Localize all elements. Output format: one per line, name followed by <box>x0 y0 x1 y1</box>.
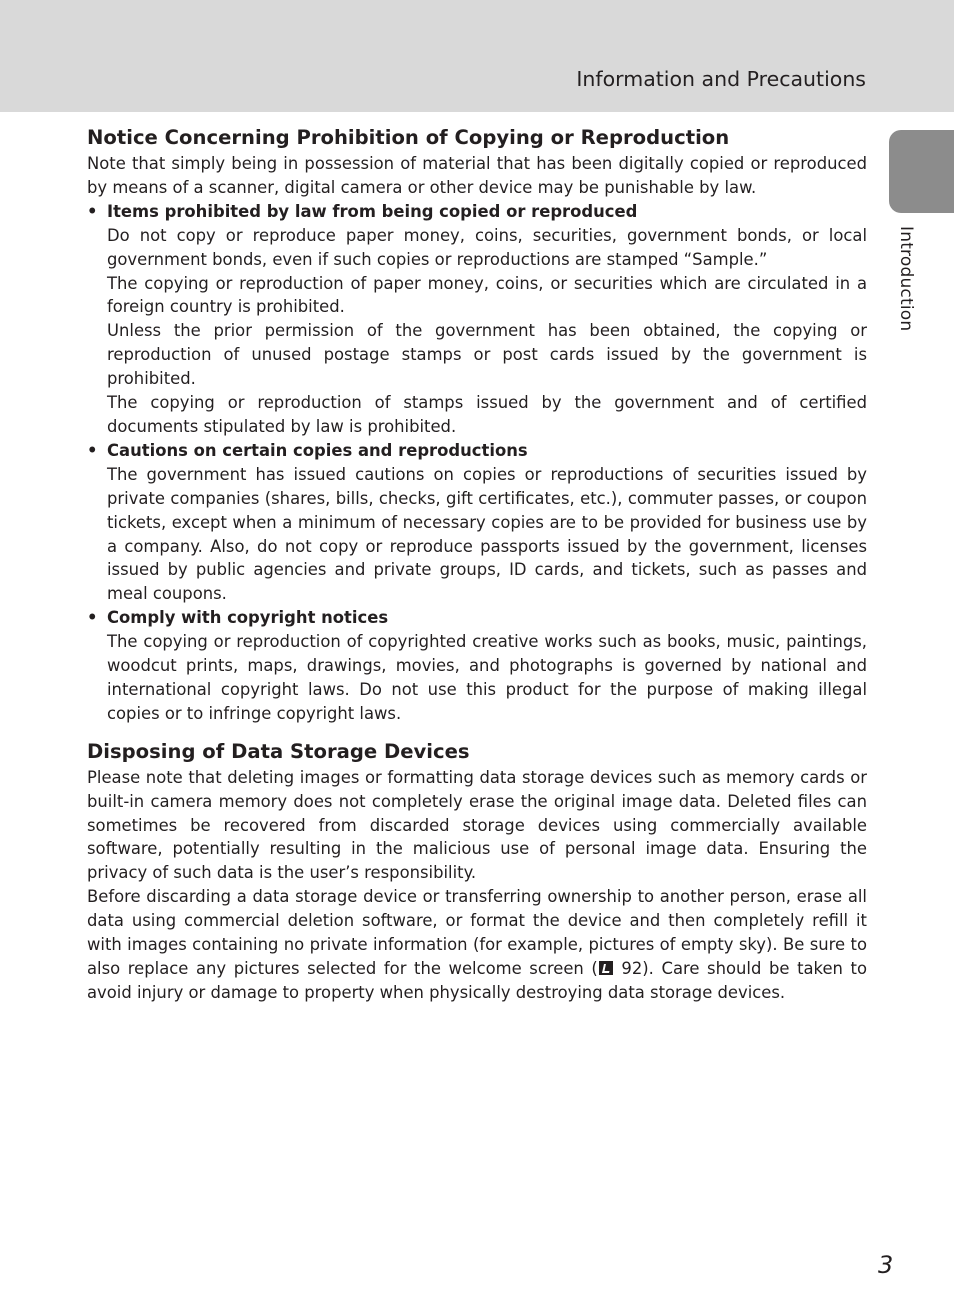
bullet-paragraph: The copying or reproduction of paper money, coins, or securities which are circulated in a foreign country is prohibited. <box>107 273 867 317</box>
disposing-paragraph-2 <box>87 885 867 1005</box>
section-gap <box>87 726 867 738</box>
chapter-tab-label: Introduction <box>896 226 916 332</box>
bullet-cautions <box>87 439 867 606</box>
disposing-paragraph-2-end: ). Care should be taken to avoid injury or damage to property when physically destroying data storage devices. <box>87 959 867 1002</box>
bullet-heading-text: Cautions on certain copies and reproductions <box>107 440 528 460</box>
page-number: 3 <box>878 1251 894 1279</box>
bullet-dot: • <box>87 201 98 221</box>
disposing-paragraph-1: Please note that deleting images or formatting data storage devices such as memory cards or built-in camera memory does not completely erase the original image data. Deleted files can sometimes be recovered from discarded storage devices using commercially available software, potentially resulting in the malicious use of personal image data. Ensuring the privacy of such data is the user’s responsibility. <box>87 767 867 883</box>
disposing-paragraph-2-start: Before discarding a data storage device or transferring ownership to another person, erase all data using commercial deletion software, or format the device and then completely refill it with images containing no private information (for example, pictures of empty sky). Be sure to also replace any pictures selected for the welcome screen ( <box>87 887 867 978</box>
bullet-heading <box>87 200 867 224</box>
bullet-paragraph: The government has issued cautions on copies or reproductions of securities issued by private companies (shares, bills, checks, gift certificates, etc.), commuter passes, or coupon tickets, except when a minimum of necessary copies are to be provided for business use by a company. Also, do not copy or reproduce passports issued by the government, licenses issued by public agencies and private groups, ID cards, and tickets, such as passes and meal coupons. <box>107 464 867 604</box>
page-reference-icon <box>599 961 613 975</box>
chapter-tab <box>889 130 954 213</box>
bullet-items-prohibited <box>87 200 867 439</box>
bullet-paragraph: Do not copy or reproduce paper money, coins, securities, government bonds, or local government bonds, even if such copies or reproductions are stamped “Sample.” <box>107 225 867 269</box>
bullet-dot: • <box>87 608 98 628</box>
bullet-heading-text: Comply with copyright notices <box>107 608 389 628</box>
page-content <box>87 124 867 1005</box>
bullet-heading <box>87 439 867 463</box>
bullet-copyright <box>87 606 867 726</box>
bullet-paragraph: Unless the prior permission of the government has been obtained, the copying or reproduction of unused postage stamps or post cards issued by the government is prohibited. <box>107 321 867 389</box>
header-title: Information and Precautions <box>576 67 866 91</box>
notice-intro: Note that simply being in possession of material that has been digitally copied or reproduced by means of a scanner, digital camera or other device may be punishable by law. <box>87 154 867 197</box>
bullet-paragraph: The copying or reproduction of stamps issued by the government and of certified documents stipulated by law is prohibited. <box>107 393 867 436</box>
bullet-dot: • <box>87 440 98 460</box>
page-reference-number: 92 <box>621 959 643 978</box>
disposing-section-title: Disposing of Data Storage Devices <box>87 739 470 763</box>
header-band <box>0 0 954 112</box>
bullet-heading-text: Items prohibited by law from being copied or reproduced <box>107 201 638 221</box>
notice-section-title: Notice Concerning Prohibition of Copying or Reproduction <box>87 126 730 149</box>
bullet-heading <box>87 606 867 630</box>
bullet-paragraph: The copying or reproduction of copyrighted creative works such as books, music, paintings, woodcut prints, maps, drawings, movies, and photographs is governed by national and international copyright laws. Do not use this product for the purpose of making illegal copies or to infringe copyright laws. <box>107 632 867 723</box>
